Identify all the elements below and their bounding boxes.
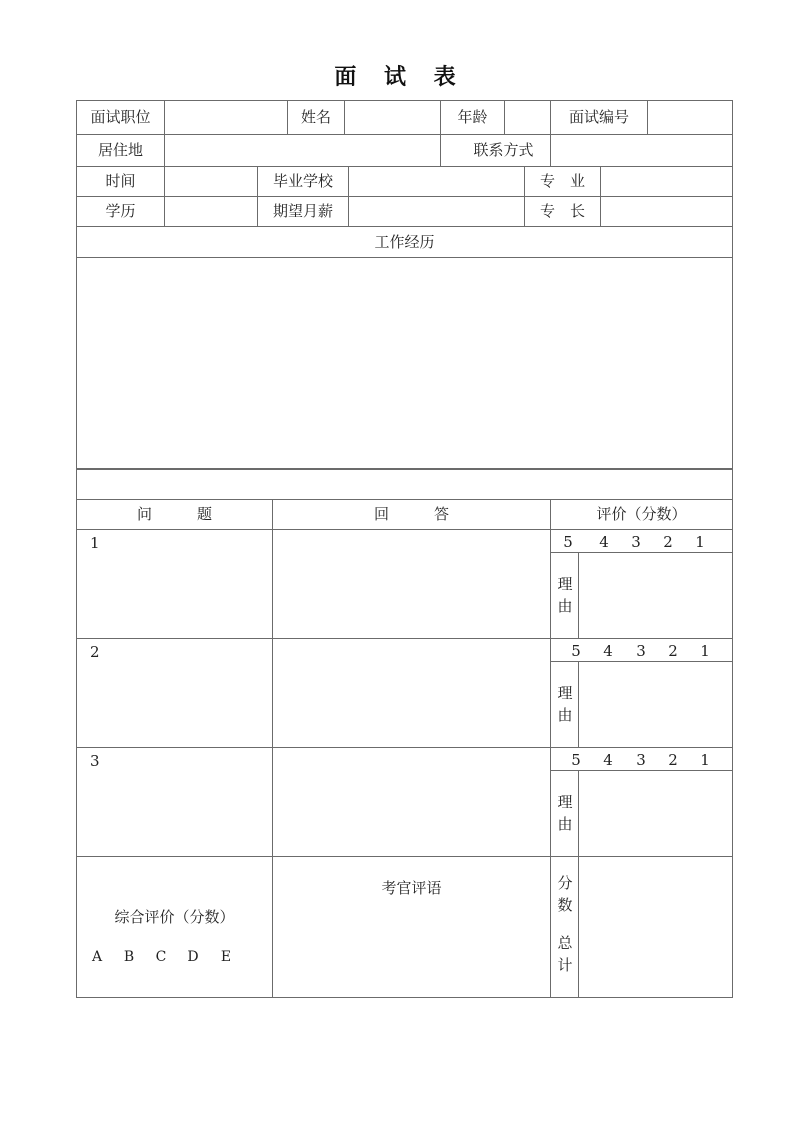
age-field[interactable] — [505, 101, 550, 133]
grid-line — [76, 997, 733, 998]
total-score-field[interactable] — [580, 858, 732, 997]
specialty-field[interactable] — [601, 197, 732, 226]
score-option[interactable]: 5 — [571, 750, 581, 769]
grid-line — [164, 166, 165, 227]
name-field[interactable] — [345, 101, 440, 133]
grid-line — [76, 257, 733, 258]
grid-line — [272, 499, 273, 998]
score-option[interactable]: 2 — [663, 532, 673, 551]
question-cell[interactable] — [77, 530, 272, 637]
examiner-comments-field[interactable] — [273, 905, 550, 995]
salary-label: 期望月薪 — [272, 202, 333, 220]
reason-char: 理 — [557, 684, 573, 702]
score-option[interactable]: 3 — [636, 750, 646, 769]
score-option[interactable]: 2 — [668, 641, 678, 660]
grade-option[interactable]: E — [220, 949, 232, 965]
time-label: 时间 — [105, 172, 136, 190]
work-history-field[interactable] — [77, 259, 732, 467]
grid-line — [348, 166, 349, 227]
major-field[interactable] — [601, 167, 732, 196]
question-number: 2 — [90, 643, 100, 661]
question-number: 3 — [90, 752, 100, 770]
grid-line — [164, 134, 165, 167]
grid-line — [257, 166, 258, 227]
salary-field[interactable] — [349, 197, 524, 226]
school-label: 毕业学校 — [272, 172, 333, 190]
grid-line — [578, 661, 579, 748]
grid-line — [578, 552, 579, 639]
education-field[interactable] — [165, 197, 257, 226]
grid-line — [440, 134, 441, 167]
grade-option[interactable]: A — [91, 949, 103, 965]
grid-line — [524, 166, 525, 227]
grid-line — [76, 100, 733, 101]
question-header: 问 题 — [136, 505, 212, 523]
grid-line — [504, 100, 505, 135]
score-option[interactable]: 1 — [700, 641, 710, 660]
grade-option[interactable]: C — [155, 949, 167, 965]
grid-line — [732, 100, 733, 998]
grid-line — [76, 499, 733, 500]
residence-label: 居住地 — [97, 141, 143, 159]
grid-line — [647, 100, 648, 135]
grid-line — [164, 100, 165, 135]
contact-field[interactable] — [551, 135, 732, 166]
reason-field[interactable] — [580, 554, 732, 638]
interview-no-field[interactable] — [648, 101, 732, 133]
grid-line — [76, 196, 733, 197]
reason-label — [551, 788, 579, 838]
reason-label — [551, 570, 579, 620]
question-number: 1 — [90, 534, 100, 552]
total-char: 分 — [557, 874, 573, 892]
reason-field[interactable] — [580, 663, 732, 747]
reason-char: 理 — [557, 793, 573, 811]
grade-option[interactable]: B — [123, 949, 135, 965]
score-option[interactable]: 4 — [599, 532, 609, 551]
reason-char: 由 — [557, 706, 573, 724]
total-char: 计 — [557, 956, 573, 974]
school-field[interactable] — [349, 167, 524, 196]
position-label: 面试职位 — [90, 107, 151, 126]
name-label: 姓名 — [300, 107, 331, 126]
work-history-label: 工作经历 — [374, 232, 435, 251]
grid-line — [76, 166, 733, 167]
grid-line — [76, 100, 77, 998]
rating-header: 评价（分数） — [596, 505, 687, 523]
time-field[interactable] — [165, 167, 257, 196]
score-option[interactable]: 5 — [563, 532, 573, 551]
grid-line — [550, 100, 551, 135]
answer-header: 回 答 — [373, 505, 449, 523]
score-option[interactable]: 5 — [571, 641, 581, 660]
page-title: 面 试 表 — [334, 64, 466, 90]
grid-line — [76, 638, 733, 639]
grid-line — [76, 747, 733, 748]
grid-line — [578, 770, 579, 857]
education-label: 学历 — [105, 202, 136, 220]
grid-line — [550, 134, 551, 167]
score-option[interactable]: 1 — [700, 750, 710, 769]
grid-line — [578, 856, 579, 998]
grid-line — [76, 529, 733, 530]
total-char: 数 — [557, 896, 573, 914]
score-option[interactable]: 3 — [636, 641, 646, 660]
grid-line — [600, 166, 601, 227]
grid-line — [287, 100, 288, 135]
question-cell[interactable] — [77, 639, 272, 746]
examiner-comments-label: 考官评语 — [381, 878, 442, 897]
major-label: 专 业 — [539, 172, 585, 190]
reason-label — [551, 679, 579, 729]
score-option[interactable]: 1 — [695, 532, 705, 551]
age-label: 年龄 — [457, 107, 488, 126]
grid-line — [76, 134, 733, 135]
position-field[interactable] — [165, 101, 287, 133]
total-char: 总 — [557, 934, 573, 952]
contact-label: 联系方式 — [473, 141, 534, 159]
reason-char: 由 — [557, 815, 573, 833]
total-score-label — [551, 872, 579, 984]
answer-cell[interactable] — [273, 530, 550, 637]
grid-line — [550, 499, 551, 998]
residence-field[interactable] — [165, 135, 440, 166]
reason-char: 由 — [557, 597, 573, 615]
score-option[interactable]: 4 — [603, 750, 613, 769]
score-option[interactable]: 2 — [668, 750, 678, 769]
grid-line — [440, 100, 441, 135]
question-cell[interactable] — [77, 748, 272, 855]
spacer-row — [77, 470, 732, 498]
grid-line — [76, 469, 733, 470]
reason-field[interactable] — [580, 772, 732, 856]
score-option[interactable]: 4 — [603, 641, 613, 660]
answer-cell[interactable] — [273, 748, 550, 855]
grid-line — [344, 100, 345, 135]
score-option[interactable]: 3 — [631, 532, 641, 551]
interview-no-label: 面试编号 — [568, 107, 629, 126]
specialty-label: 专 长 — [539, 202, 585, 220]
grade-option[interactable]: D — [187, 949, 199, 965]
grid-line — [76, 226, 733, 227]
answer-cell[interactable] — [273, 639, 550, 746]
reason-char: 理 — [557, 575, 573, 593]
grid-line — [76, 856, 733, 857]
overall-rating-label: 综合评价（分数） — [114, 907, 235, 926]
